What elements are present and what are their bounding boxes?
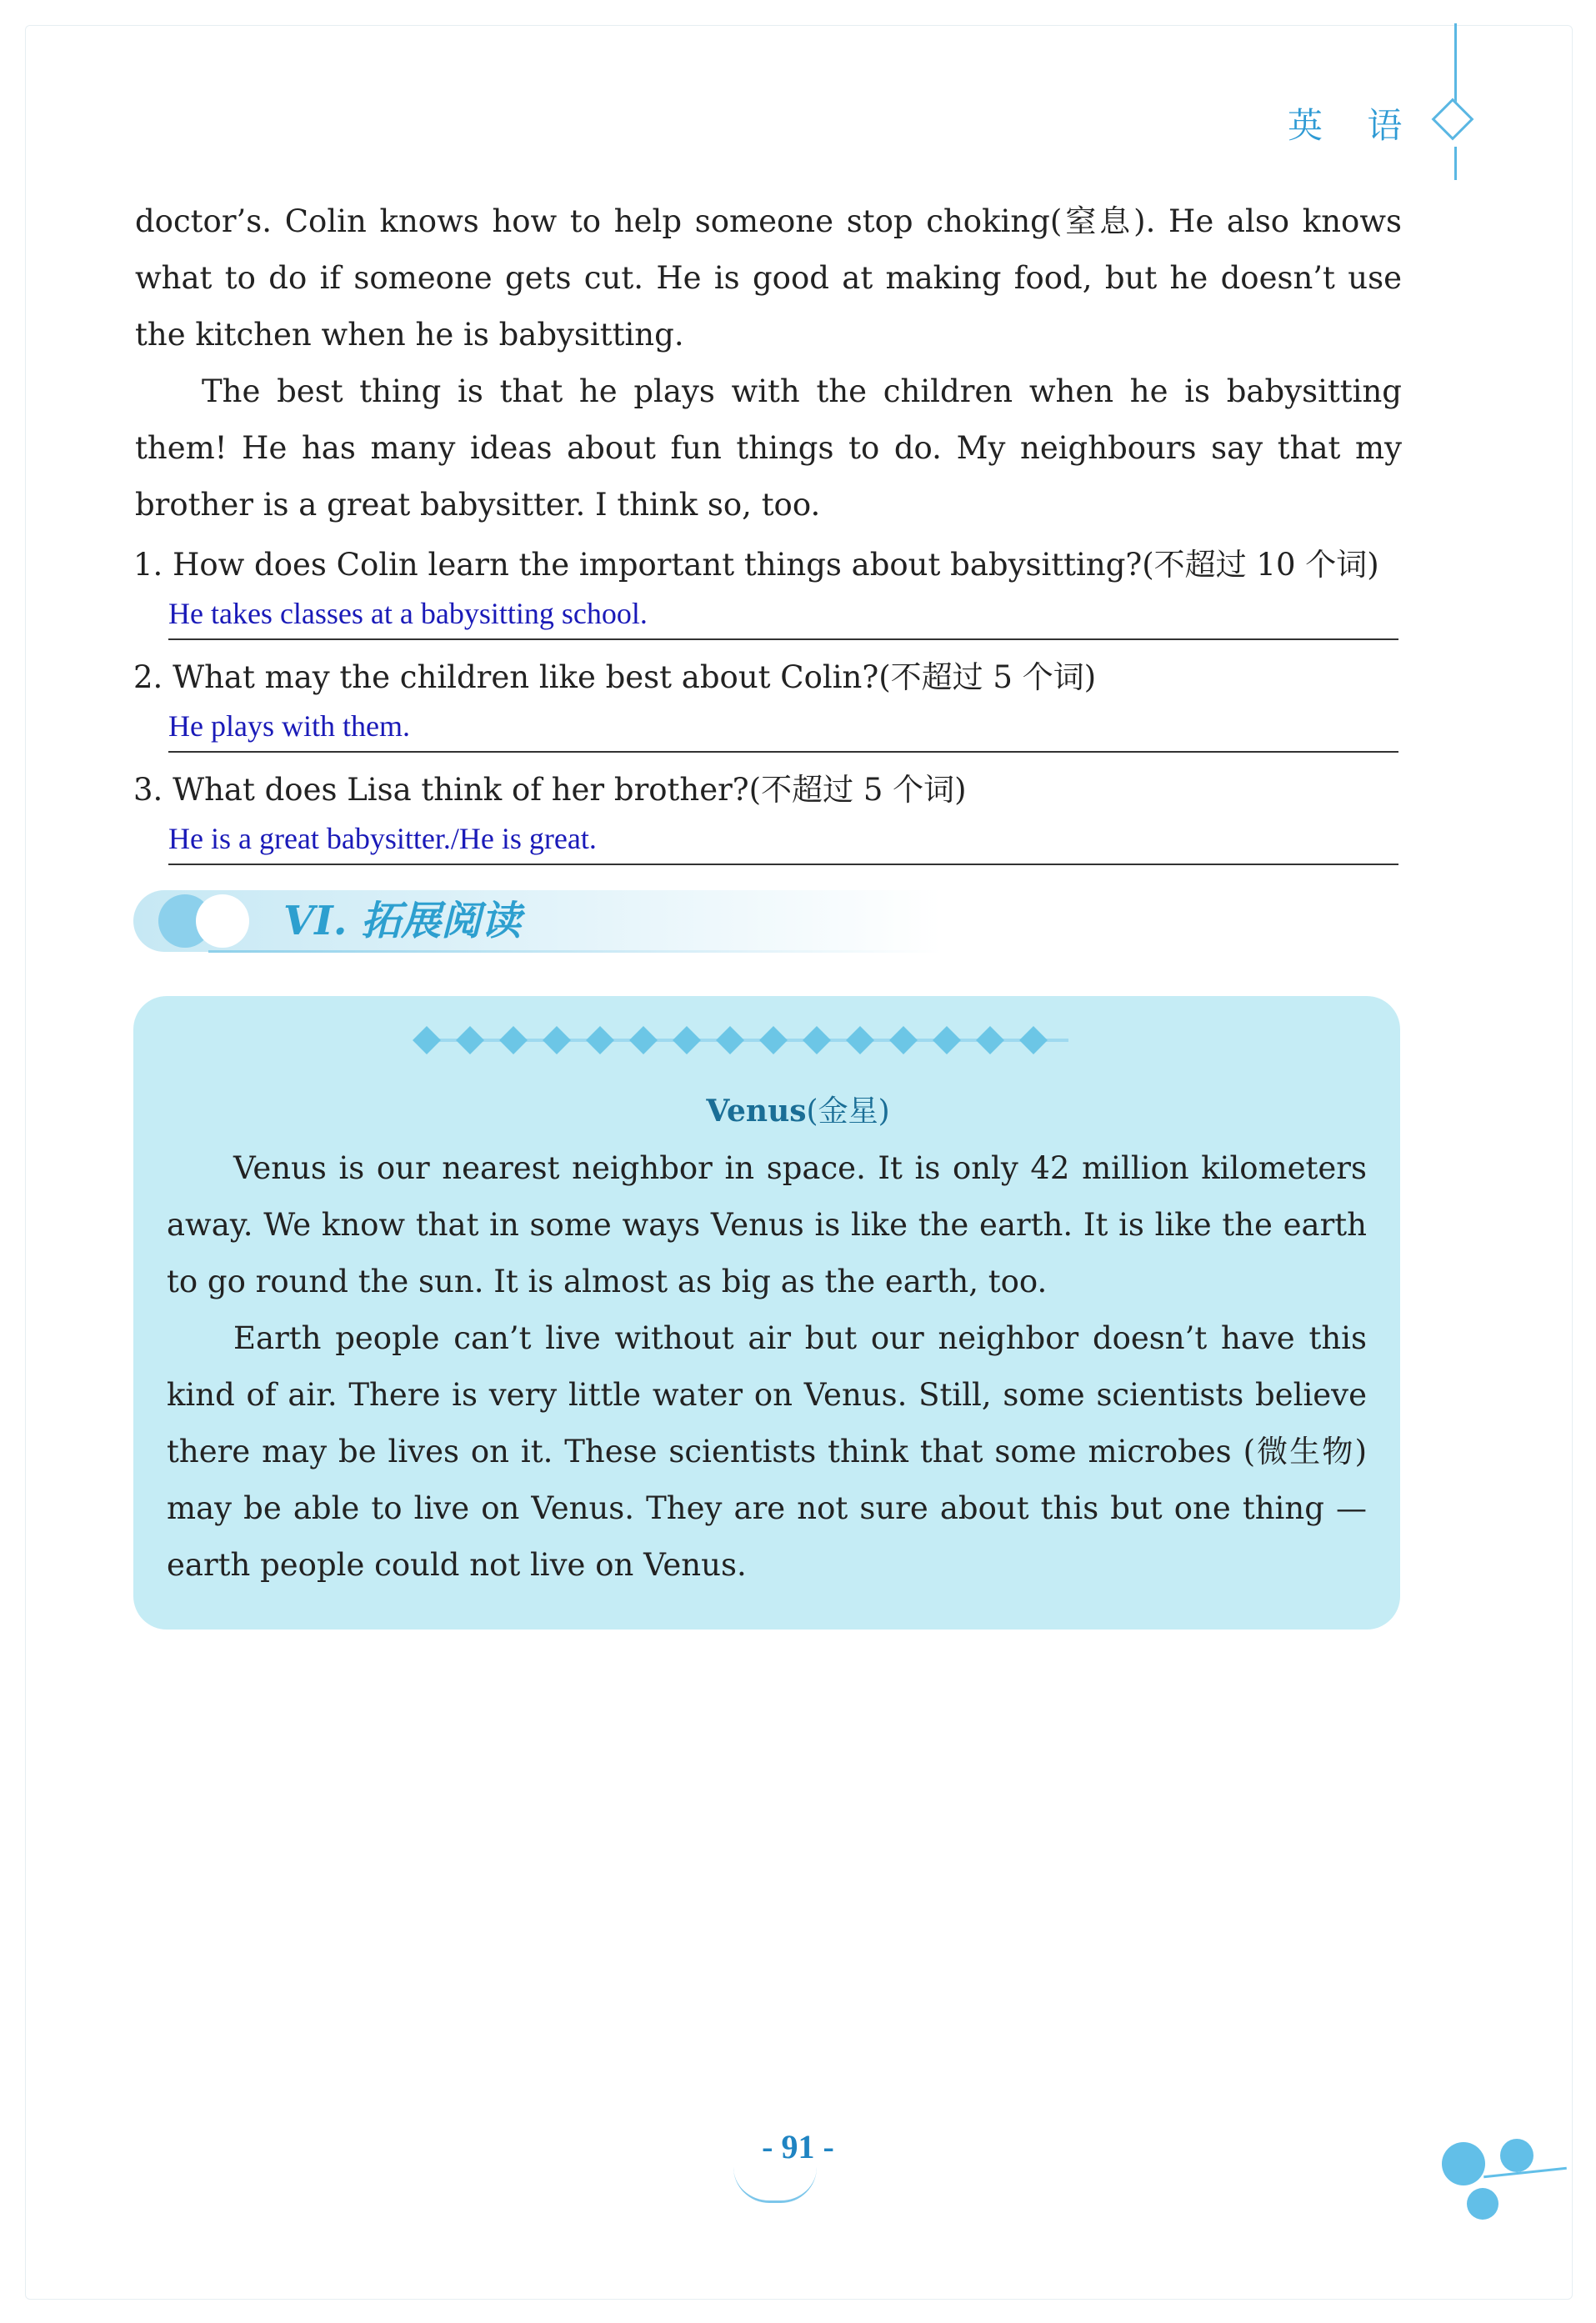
diamond-icon (933, 1026, 961, 1054)
page-number: - 91 - (762, 2128, 834, 2165)
reading-title-zh: (金星) (806, 1094, 890, 1129)
passage (135, 193, 1402, 533)
decor-dot-icon (1500, 2139, 1533, 2172)
diamond-icon (456, 1026, 484, 1054)
diamond-icon (413, 1026, 441, 1054)
question-2: 2. What may the children like best about Colin?(不超过 5 个词) (133, 659, 1097, 695)
reading-title-en: Venus (706, 1094, 807, 1129)
question-1: 1. How does Colin learn the important things about babysitting?(不超过 10 个词) (133, 547, 1379, 583)
page-number-arc (733, 2167, 817, 2203)
diamond-icon (889, 1026, 918, 1054)
section-title-bar (133, 890, 942, 952)
diamond-icon (803, 1026, 831, 1054)
decor-dot-icon (1442, 2142, 1485, 2185)
diamond-decoration (417, 1030, 1083, 1055)
passage-paragraph-2: The best thing is that he plays with the children when he is babysitting them! He has many ideas about fun things to do. My neighbours say that my brother is a great babysitter. I think so, too. (135, 373, 1402, 523)
diamond-icon (629, 1026, 658, 1054)
diamond-icon (1019, 1026, 1048, 1054)
reading-title (0, 1088, 1596, 1130)
diamond-icon (499, 1026, 528, 1054)
diamond-icon (543, 1026, 571, 1054)
diamond-icon (673, 1026, 701, 1054)
answer-1: He takes classes at a babysitting school. (168, 590, 1398, 640)
reading-paragraph-1: Venus is our nearest neighbor in space. It is only 42 million kilometers away. We know that in some ways Venus is like the earth. It is like the earth to go round the sun. It is almost as big as the earth, too. (167, 1150, 1367, 1299)
reading-paragraph-2: Earth people can’t live without air but our neighbor doesn’t have this kind of air. There is very little water on Venus. Still, some scientists believe there may be lives on it. These scientists think that some microbes (微生物) may be able to live on Venus. They are not sure about this but one thing — earth people could not live on Venus. (167, 1320, 1367, 1583)
diamond-icon (846, 1026, 874, 1054)
section-circle-cutout (196, 894, 249, 948)
answer-3: He is a great babysitter./He is great. (168, 815, 1398, 865)
passage-paragraph-1: doctor’s. Colin knows how to help someone stop choking(窒息). He also knows what to do if someone gets cut. He is good at making food, but he doesn’t use the kitchen when he is babysitting. (135, 203, 1402, 353)
header-divider-tail (1454, 147, 1457, 180)
subject-label: 英 语 (1288, 105, 1419, 146)
reading-text (167, 1140, 1367, 1594)
answer-2: He plays with them. (168, 703, 1398, 753)
diamond-icon (759, 1026, 788, 1054)
diamond-icon (976, 1026, 1004, 1054)
decor-dot-icon (1467, 2188, 1498, 2220)
section-title: VI. 拓展阅读 (283, 898, 522, 944)
diamond-icon (716, 1026, 744, 1054)
diamond-icon (586, 1026, 614, 1054)
section-title-underline (208, 950, 942, 953)
question-3: 3. What does Lisa think of her brother?(不超过 5 个词) (133, 772, 967, 808)
header-diamond-icon (1432, 98, 1474, 141)
